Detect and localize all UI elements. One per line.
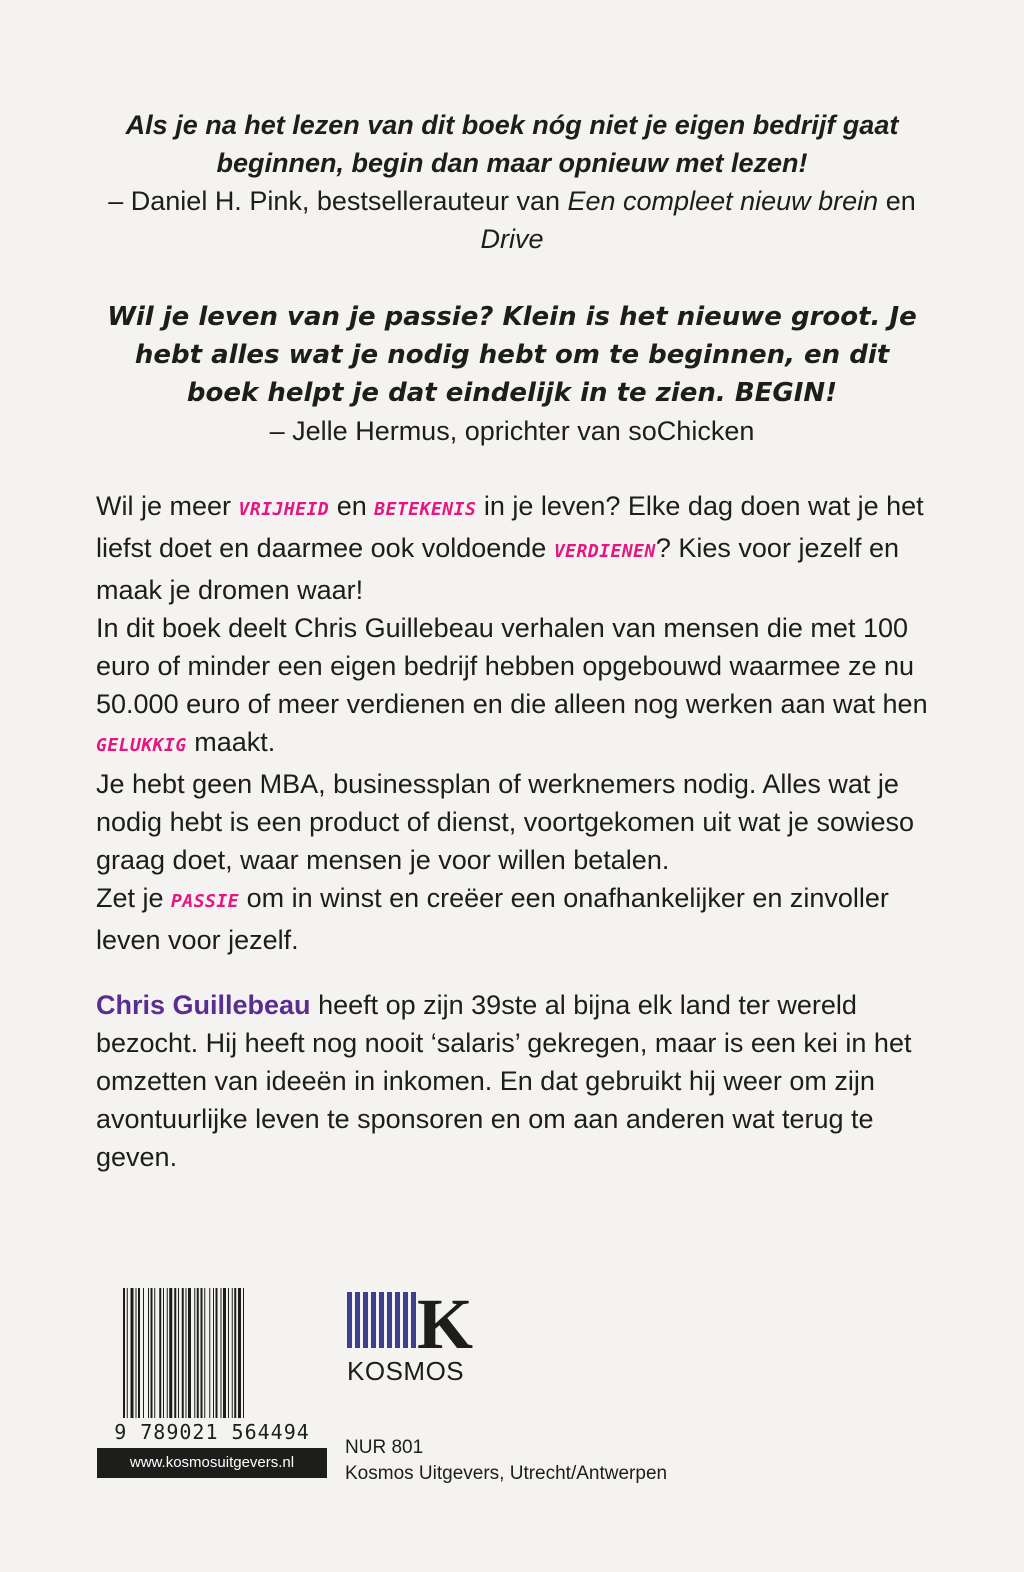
barcode-bar (223, 1288, 226, 1418)
barcode-bar (197, 1288, 199, 1418)
author-name: Chris Guillebeau (96, 990, 311, 1020)
blurb-text: Zet je (96, 883, 172, 913)
attribution-joiner: en (878, 186, 916, 216)
quote-text: Als je na het lezen van dit boek nóg niet je eigen bedrijf gaat beginnen, begin dan maar opnieuw met lezen! (125, 110, 899, 178)
blurb-text: In dit boek deelt Chris Guillebeau verhalen van mensen die met 100 euro of minder een eigen bedrijf hebben opgebouwd waarmee ze nu 50.000 euro of meer verdienen en die alleen nog werken aan wat hen (96, 613, 928, 719)
bio-text: heeft op zijn 39ste al bijna elk land ter wereld bezocht. Hij heeft nog nooit ‘salaris’ gekregen, maar is een kei in het omzetten van ideeën in inkomen. En dat gebruikt hij weer om zijn avontuurlijke leven te sponsoren en om aan anderen wat terug te geven. (96, 990, 912, 1172)
barcode-bar (232, 1288, 233, 1418)
author-bio (96, 986, 936, 1176)
barcode-bar (186, 1288, 187, 1418)
barcode-bar (148, 1288, 149, 1418)
barcode-bar (151, 1288, 153, 1418)
barcode-bar (159, 1288, 161, 1418)
blurb-text: en (329, 491, 375, 521)
kosmos-logo (345, 1288, 480, 1398)
isbn-barcode (97, 1288, 327, 1488)
barcode-bar (167, 1288, 168, 1418)
highlight-verdienen: VERDIENEN (553, 541, 656, 562)
barcode-bar (163, 1288, 164, 1418)
logo-letter: K (417, 1288, 474, 1352)
barcode-bar (238, 1288, 241, 1418)
blurb-text: ? Kies voor jezelf en maak je dromen waar! (96, 533, 900, 605)
blurb-paragraph-2 (96, 609, 936, 765)
barcode-bar (136, 1288, 137, 1418)
blurb-paragraph-3: Je hebt geen MBA, businessplan of werknemers nodig. Alles wat je nodig hebt is een product of dienst, voortgekomen uit wat je sowieso graag doet, waar mensen je voor willen betalen. (96, 769, 914, 875)
barcode-bar (243, 1288, 244, 1418)
barcode-bar (201, 1288, 203, 1418)
isbn-number: 9 789021 564494 (114, 1420, 310, 1444)
quote-attribution (96, 182, 928, 258)
blurb-text: maakt. (186, 727, 276, 757)
barcode-bar (188, 1288, 191, 1418)
publisher-url: www.kosmosuitgevers.nl (97, 1448, 327, 1478)
highlight-passie: PASSIE (171, 891, 240, 912)
barcode-bar (221, 1288, 222, 1418)
barcode-bar (182, 1288, 184, 1418)
endorsement-quote-hermus (96, 298, 928, 450)
attribution-title-1: Een compleet nieuw brein (567, 186, 879, 216)
barcode-bar (131, 1288, 134, 1418)
barcode-bar (154, 1288, 155, 1418)
attribution-title-2: Drive (480, 224, 544, 254)
blurb-text: in je leven? Elke dag doen wat je het liefst doet en daarmee ook voldoende (96, 491, 924, 563)
barcode-bars (123, 1288, 303, 1418)
barcode-bar (138, 1288, 140, 1418)
barcode-bar (174, 1288, 176, 1418)
blurb-paragraph-4 (96, 879, 936, 959)
quote-text: Wil je leven van je passie? Klein is het nieuwe groot. Je hebt alles wat je nodig hebt om te beginnen, en dit boek helpt je dat eindelijk in te zien. BEGIN! (107, 302, 917, 408)
barcode-bar (234, 1288, 236, 1418)
blurb-text: om in winst en creëer een onafhankelijker en zinvoller leven voor jezelf. (96, 883, 889, 955)
barcode-bar (143, 1288, 144, 1418)
barcode-bar (204, 1288, 205, 1418)
quote-attribution: – Jelle Hermus, oprichter van soChicken (269, 416, 755, 446)
barcode-bar (178, 1288, 179, 1418)
kosmos-logo-mark (345, 1288, 480, 1352)
attribution-prefix: – Daniel H. Pink, bestsellerauteur van (108, 186, 568, 216)
barcode-bar (194, 1288, 195, 1418)
barcode-bar (213, 1288, 214, 1418)
barcode-bar (123, 1288, 125, 1418)
barcode-bar (127, 1288, 128, 1418)
barcode-bar (228, 1288, 229, 1418)
blurb-paragraph-1 (96, 487, 936, 609)
blurb-text: Wil je meer (96, 491, 239, 521)
highlight-vrijheid: VRIJHEID (238, 499, 330, 520)
book-blurb (96, 487, 936, 959)
nur-code: NUR 801 (345, 1437, 424, 1458)
endorsement-quote-pink (96, 106, 928, 258)
highlight-betekenis: BETEKENIS (374, 499, 477, 520)
barcode-bar (216, 1288, 218, 1418)
barcode-bar (209, 1288, 210, 1418)
imprint-info (345, 1435, 667, 1487)
highlight-gelukkig: GELUKKIG (96, 735, 187, 756)
barcode-bar (169, 1288, 172, 1418)
publisher-imprint: Kosmos Uitgevers, Utrecht/Antwerpen (345, 1463, 668, 1484)
bio-paragraph (96, 986, 936, 1176)
logo-name: KOSMOS (347, 1356, 465, 1386)
